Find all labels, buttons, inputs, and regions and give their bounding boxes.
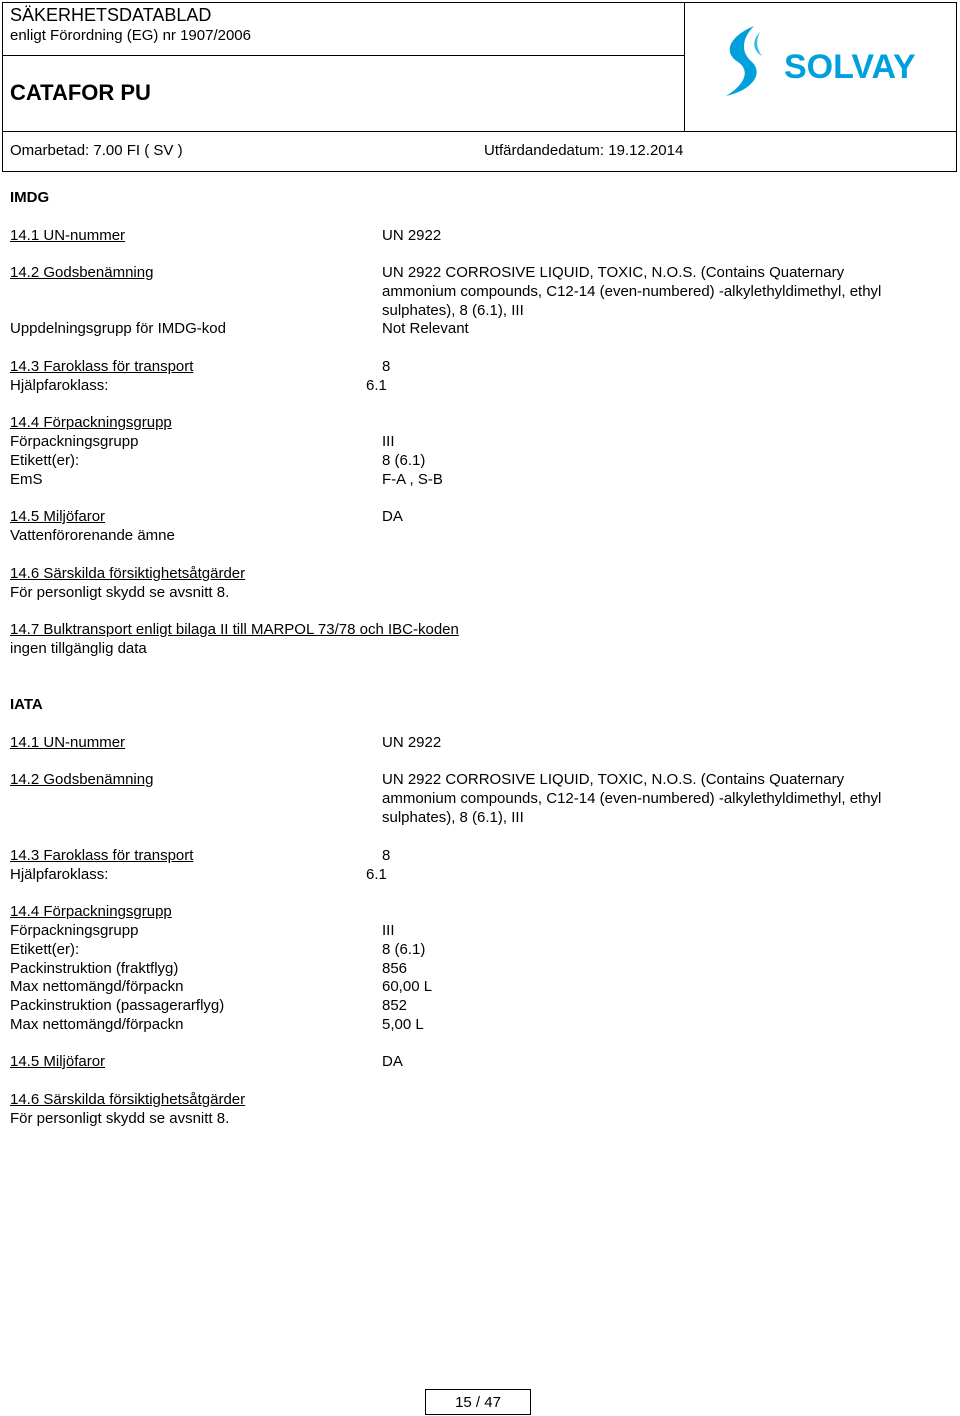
header-divider-1 — [3, 55, 684, 56]
imdg-pg-label: Förpackningsgrupp — [10, 433, 139, 450]
doc-type-title: SÄKERHETSDATABLAD — [10, 5, 212, 25]
iata-aux-value: 6.1 — [366, 866, 387, 883]
imdg-un-label: 14.1 UN-nummer — [10, 227, 126, 244]
imdg-bulk-text: ingen tillgänglig data — [10, 640, 147, 657]
imdg-env-value: DA — [382, 508, 403, 525]
iata-heading: IATA — [10, 696, 43, 713]
imdg-name-value-1: UN 2922 CORROSIVE LIQUID, TOXIC, N.O.S. (Contains Quaternary — [382, 264, 845, 281]
iata-max2-value: 5,00 L — [382, 1016, 424, 1033]
iata-class-label: 14.3 Faroklass för transport — [10, 847, 194, 864]
header-divider-2 — [3, 131, 956, 132]
iata-pg-value: III — [382, 922, 395, 939]
iata-aux-label: Hjälpfaroklass: — [10, 866, 109, 883]
solvay-logo — [712, 22, 942, 102]
iata-pg-heading: 14.4 Förpackningsgrupp — [10, 903, 172, 920]
imdg-un-value: UN 2922 — [382, 227, 442, 244]
imdg-name-value-2: ammonium compounds, C12-14 (even-numbered) -alkylethyldimethyl, ethyl — [382, 283, 882, 300]
iata-name-value-2: ammonium compounds, C12-14 (even-numbered) -alkylethyldimethyl, ethyl — [382, 790, 882, 807]
iata-pi-cargo-value: 856 — [382, 960, 408, 977]
revision-info: Omarbetad: 7.00 FI ( SV ) — [10, 142, 183, 159]
iata-env-value: DA — [382, 1053, 403, 1070]
iata-precautions-heading: 14.6 Särskilda försiktighetsåtgärder — [10, 1091, 246, 1108]
issue-date: Utfärdandedatum: 19.12.2014 — [484, 142, 684, 159]
iata-class-value: 8 — [382, 847, 391, 864]
header-divider-vertical — [684, 3, 685, 131]
product-name: CATAFOR PU — [10, 80, 151, 105]
iata-pi-pass-label: Packinstruktion (passagerarflyg) — [10, 997, 225, 1014]
imdg-pg-heading: 14.4 Förpackningsgrupp — [10, 414, 172, 431]
iata-max2-label: Max nettomängd/förpackn — [10, 1016, 184, 1033]
iata-pg-label: Förpackningsgrupp — [10, 922, 139, 939]
iata-max1-label: Max nettomängd/förpackn — [10, 978, 184, 995]
page-number-box — [425, 1389, 531, 1415]
imdg-precautions-heading: 14.6 Särskilda försiktighetsåtgärder — [10, 565, 246, 582]
imdg-bulk-heading: 14.7 Bulktransport enligt bilaga II till MARPOL 73/78 och IBC-koden — [10, 621, 459, 638]
iata-name-value-1: UN 2922 CORROSIVE LIQUID, TOXIC, N.O.S. (Contains Quaternary — [382, 771, 845, 788]
imdg-heading: IMDG — [10, 189, 50, 206]
iata-name-value-3: sulphates), 8 (6.1), III — [382, 809, 524, 826]
iata-pi-pass-value: 852 — [382, 997, 408, 1014]
iata-precautions-text: För personligt skydd se avsnitt 8. — [10, 1110, 230, 1127]
iata-label-label: Etikett(er): — [10, 941, 80, 958]
imdg-name-value-3: sulphates), 8 (6.1), III — [382, 302, 524, 319]
imdg-class-label: 14.3 Faroklass för transport — [10, 358, 194, 375]
page-number: 15 / 47 — [455, 1394, 501, 1411]
imdg-aux-label: Hjälpfaroklass: — [10, 377, 109, 394]
iata-label-value: 8 (6.1) — [382, 941, 426, 958]
iata-env-label: 14.5 Miljöfaror — [10, 1053, 106, 1070]
imdg-class-value: 8 — [382, 358, 391, 375]
imdg-label-label: Etikett(er): — [10, 452, 80, 469]
iata-max1-value: 60,00 L — [382, 978, 433, 995]
imdg-env-label: 14.5 Miljöfaror — [10, 508, 106, 525]
svg-text:SOLVAY: SOLVAY — [784, 48, 916, 86]
imdg-env-sub: Vattenförorenande ämne — [10, 527, 175, 544]
iata-name-label: 14.2 Godsbenämning — [10, 771, 154, 788]
imdg-label-value: 8 (6.1) — [382, 452, 426, 469]
regulation-subtitle: enligt Förordning (EG) nr 1907/2006 — [10, 27, 251, 44]
imdg-ems-label: EmS — [10, 471, 43, 488]
iata-un-value: UN 2922 — [382, 734, 442, 751]
imdg-subgroup-label: Uppdelningsgrupp för IMDG-kod — [10, 320, 226, 337]
imdg-ems-value: F-A , S-B — [382, 471, 443, 488]
imdg-subgroup-value: Not Relevant — [382, 320, 469, 337]
iata-un-label: 14.1 UN-nummer — [10, 734, 126, 751]
imdg-aux-value: 6.1 — [366, 377, 387, 394]
imdg-precautions-text: För personligt skydd se avsnitt 8. — [10, 584, 230, 601]
iata-pi-cargo-label: Packinstruktion (fraktflyg) — [10, 960, 179, 977]
imdg-pg-value: III — [382, 433, 395, 450]
imdg-name-label: 14.2 Godsbenämning — [10, 264, 154, 281]
